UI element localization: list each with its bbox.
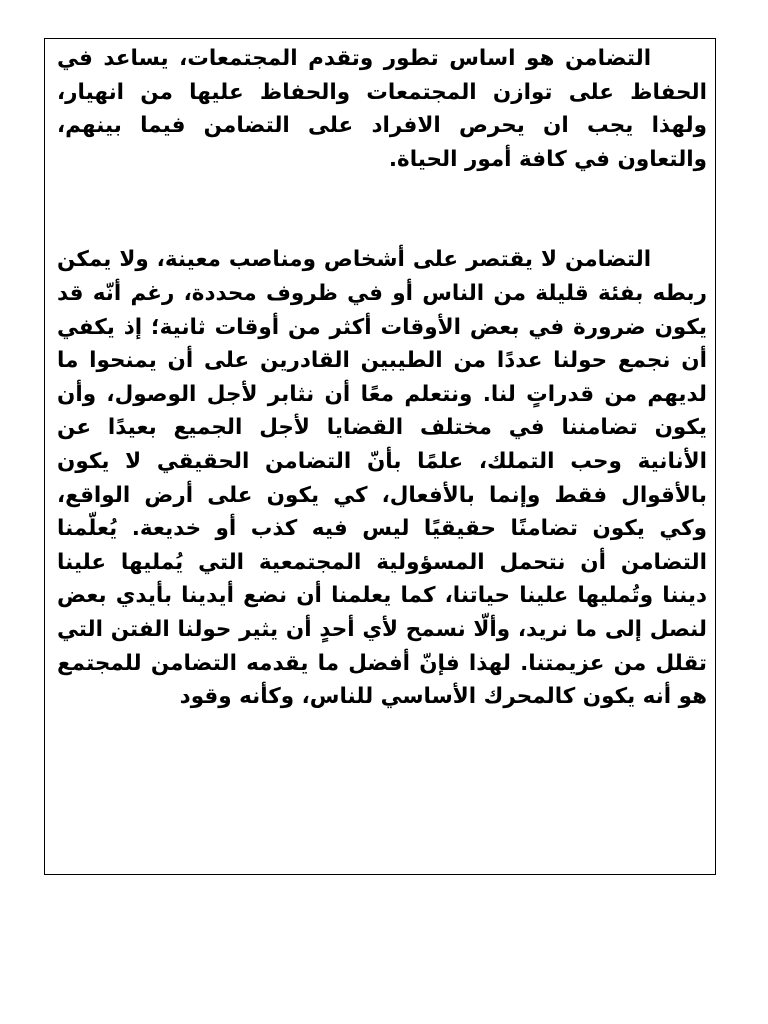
paragraph-main: التضامن لا يقتصر على أشخاص ومناصب معينة، ولا يمكن ربطه بفئة قليلة من الناس أو في ظروف محددة، رغم أنّه قد يكون ضرورة في بعض الأوقات أكثر من أوقات ثانية؛ إذ يكفي أن نجمع حولنا عددًا من الطيبين القادرين على أن يمنحوا ما لديهم من قدراتٍ لنا. ونتعلم معًا أن نثابر لأجل الوصول، وأن يكون تضامننا في مختلف القضايا لأجل الجميع بعيدًا عن الأنانية وحب التملك، علمًا بأنّ التضامن الحقيقي لا يكون بالأقوال فقط وإنما بالأفعال، كي يكون على أرض الواقع، وكي يكون تضامنًا حقيقيًا ليس فيه كذب أو خديعة. يُعلّمنا التضامن أن نتحمل المسؤولية المجتمعية التي يُمليها علينا ديننا وتُمليها علينا حياتنا، كما يعلمنا أن نضع أيدينا بأيدي بعض لنصل إلى ما نريد، وألّا نسمح لأي أحدٍ أن يثير حولنا الفتن التي تقلل من عزيمتنا. لهذا فإنّ أفضل ما يقدمه التضامن للمجتمع هو أنه يكون كالمحرك الأساسي للناس، وكأنه وقود bbox=[57, 247, 707, 710]
article-body bbox=[45, 39, 715, 714]
paragraph-intro: التضامن هو اساس تطور وتقدم المجتمعات، يساعد في الحفاظ على توازن المجتمعات والحفاظ عليها من انهيار، ولهذا يجب ان يحرص الافراد على التضامن فيما بينهم، والتعاون في كافة أمور الحياة. bbox=[57, 46, 707, 172]
paragraph-spacer bbox=[57, 176, 707, 243]
text-frame bbox=[44, 38, 716, 875]
